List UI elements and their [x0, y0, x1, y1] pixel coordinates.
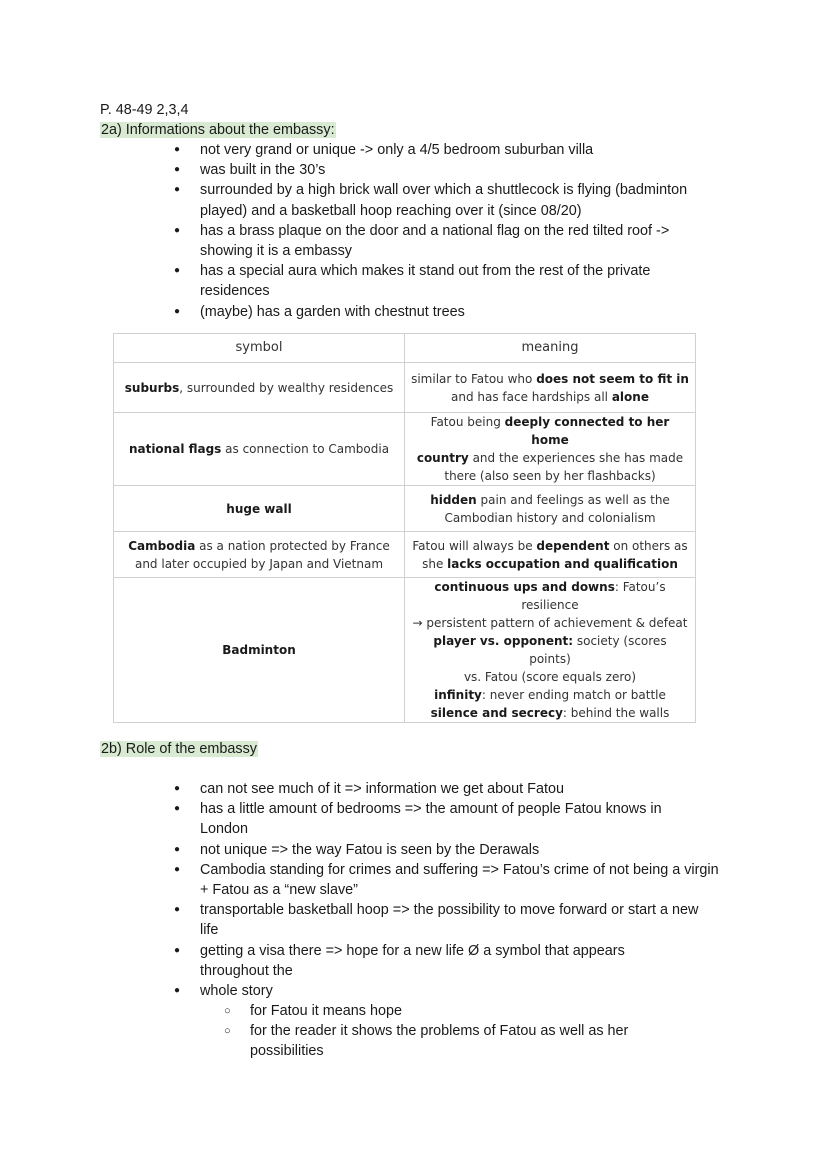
bold-text: infinity — [434, 688, 482, 702]
meaning-cell — [405, 578, 696, 723]
section-2a-title-text: 2a) Informations about the embassy: — [101, 122, 335, 138]
cell-line — [120, 555, 398, 573]
section-2b-title — [100, 739, 258, 759]
meaning-cell — [405, 532, 696, 578]
cell-line — [411, 509, 689, 527]
page-reference: P. 48-49 2,3,4 — [100, 102, 189, 118]
text-run: pain and feelings as well as the — [476, 492, 670, 507]
cell-line — [411, 578, 689, 614]
cell-line — [411, 370, 689, 388]
section-2a-title — [100, 120, 336, 140]
cell-line — [411, 491, 689, 509]
list-item: ● surrounded by a high brick wall over which a shuttlecock is flying (badminton played) and a basketball hoop reaching over it (since 08/20) — [0, 180, 720, 220]
bold-text: national flags — [128, 442, 222, 456]
cell-line — [411, 413, 689, 449]
table-row — [114, 532, 696, 578]
list-item: ● getting a visa there => hope for a new life Ø a symbol that appears throughout the — [0, 941, 670, 981]
sub-list-item: ○ for Fatou it means hope — [200, 1001, 670, 1021]
text-run: , surrounded by wealthy residences — [179, 380, 394, 395]
text-run: : behind the walls — [562, 706, 670, 720]
bold-text: hidden — [430, 492, 477, 507]
section-2b-list — [0, 779, 730, 1001]
table-body — [114, 363, 696, 723]
text-run: Fatou being — [430, 415, 505, 429]
text-run: as a nation protected by France — [195, 538, 390, 553]
cell-line — [411, 555, 689, 573]
bold-text: does not seem to fit in — [536, 371, 689, 386]
table-row — [114, 486, 696, 532]
cell-line — [120, 379, 398, 397]
list-item — [0, 981, 730, 1001]
table-row — [114, 578, 696, 723]
list-item: ● transportable basketball hoop => the possibility to move forward or start a new life — [0, 900, 705, 940]
cell-line — [411, 704, 689, 722]
cell-line — [120, 440, 398, 458]
cell-line — [120, 537, 398, 555]
list-item: ● has a brass plaque on the door and a national flag on the red tilted roof -> showing it is a embassy — [0, 221, 705, 261]
meaning-cell — [405, 486, 696, 532]
list-item-text: whole story — [200, 983, 273, 1000]
table-row — [114, 413, 696, 486]
list-item: ● (maybe) has a garden with chestnut trees — [0, 302, 730, 322]
symbol-cell — [114, 532, 405, 578]
table-header-row — [114, 334, 696, 363]
cell-line — [411, 632, 689, 668]
text-run: similar to Fatou who — [411, 371, 537, 386]
bold-text: Cambodia — [128, 538, 196, 553]
list-item: ● not very grand or unique -> only a 4/5 bedroom suburban villa — [0, 140, 730, 160]
list-item: ● was built in the 30’s — [0, 160, 730, 180]
text-run: vs. Fatou (score equals zero) — [463, 670, 637, 684]
bold-text: alone — [611, 389, 649, 404]
bold-text: deeply connected to her home — [504, 415, 670, 447]
column-header-meaning: meaning — [405, 334, 696, 363]
cell-line — [411, 686, 689, 704]
symbol-cell — [114, 413, 405, 486]
cell-line — [411, 614, 689, 632]
cell-line — [120, 641, 398, 659]
list-item: ● Cambodia standing for crimes and suffering => Fatou’s crime of not being a virgin + Fatou as a “new slave” — [0, 860, 720, 900]
bold-text: silence and secrecy — [430, 706, 563, 720]
text-run: and has face hardships all — [451, 389, 612, 404]
symbol-table — [113, 333, 696, 723]
text-run: : Fatou’s resilience — [521, 580, 666, 612]
text-run: Cambodian history and colonialism — [444, 510, 656, 525]
text-run: → persistent pattern of achievement & defeat — [412, 616, 688, 630]
bold-text: dependent — [536, 538, 610, 553]
sub-list-item: ○ for the reader it shows the problems of Fatou as well as her possibilities — [200, 1021, 680, 1061]
section-2b-title-text: 2b) Role of the embassy — [101, 741, 257, 757]
text-run: and the experiences she has made — [468, 451, 684, 465]
bold-text: suburbs — [124, 380, 180, 395]
list-item: ● not unique => the way Fatou is seen by the Derawals — [0, 840, 730, 860]
bold-text: huge wall — [226, 501, 292, 516]
text-run: : never ending match or battle — [481, 688, 666, 702]
cell-line — [411, 467, 689, 485]
meaning-cell — [405, 413, 696, 486]
list-item: ● has a special aura which makes it stand out from the rest of the private residences — [0, 261, 685, 301]
symbol-cell — [114, 578, 405, 723]
symbol-cell — [114, 363, 405, 413]
cell-line — [411, 668, 689, 686]
text-run: there (also seen by her flashbacks) — [444, 469, 656, 483]
bold-text: continuous ups and downs — [434, 580, 615, 594]
text-run: on others as — [609, 538, 688, 553]
table-row — [114, 363, 696, 413]
cell-line — [411, 449, 689, 467]
bold-text: Badminton — [222, 643, 296, 657]
bold-text: country — [416, 451, 469, 465]
section-2b-sublist — [200, 1001, 680, 1062]
bold-text: lacks occupation and qualification — [447, 556, 678, 571]
cell-line — [120, 500, 398, 518]
text-run: and later occupied by Japan and Vietnam — [134, 556, 384, 571]
cell-line — [411, 537, 689, 555]
list-item: ● has a little amount of bedrooms => the amount of people Fatou knows in London — [0, 799, 700, 839]
list-item: ● can not see much of it => information we get about Fatou — [0, 779, 730, 799]
column-header-symbol: symbol — [114, 334, 405, 363]
cell-line — [411, 388, 689, 406]
text-run: Fatou will always be — [412, 538, 537, 553]
text-run: as connection to Cambodia — [221, 442, 390, 456]
bold-text: player vs. opponent: — [433, 634, 574, 648]
text-run: she — [422, 556, 448, 571]
meaning-cell — [405, 363, 696, 413]
text-run: society (scores points) — [529, 634, 667, 666]
section-2a-list — [0, 140, 730, 322]
symbol-cell — [114, 486, 405, 532]
